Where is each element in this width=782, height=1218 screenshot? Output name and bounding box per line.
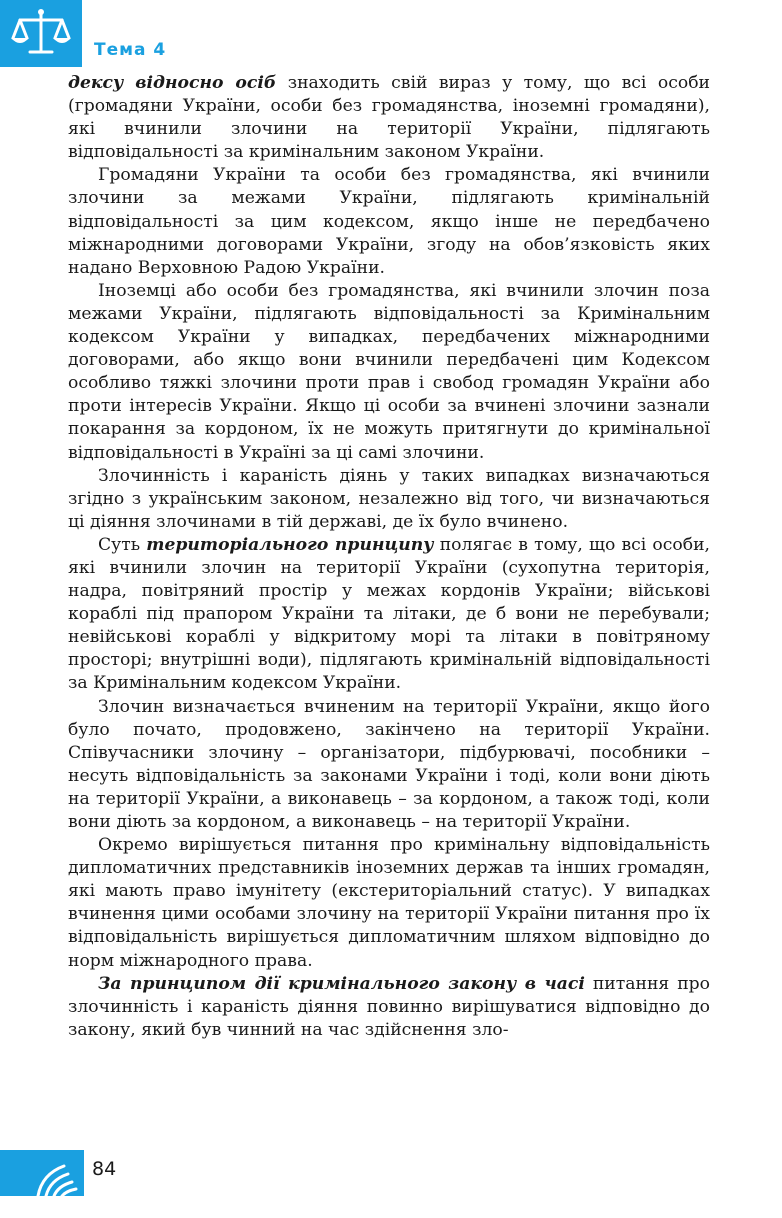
footer-tab [0, 1150, 84, 1196]
paragraph-2 [68, 164, 710, 279]
paragraph-4 [68, 465, 710, 534]
page-number: 84 [92, 1158, 117, 1180]
paragraph-1 [68, 72, 710, 164]
paragraph-text: Іноземці або особи без громадянства, які вчинили злочин поза межами України, підлягають відповідальності за Кримінальним кодексом України у випадках, передбачених міжнародними договорами, або якщо вони вчинили передбачені цим Кодексом особливо тяжкі злочини проти прав і свобод громадян України або проти інтересів України. Якщо ці особи за вчинені злочини зазнали покарання за кордоном, їх не можуть притягнути до кримінальної відповідальності в Україні за ці самі злочини. [68, 280, 710, 463]
scales-of-justice-icon [8, 6, 74, 60]
paragraph-prefix: Суть [98, 534, 147, 555]
paragraph-text: Злочин визначається вчиненим на території України, якщо його було почато, продовжено, закінчено на території України. Співучасники злочину – організатори, підбурювачі, пособники – несуть відповідальність за законами України і тоді, коли вони діють на території України, а виконавець – за кордоном, а також тоді, коли вони діють за кордоном, а виконавець – на території України. [68, 696, 710, 832]
italic-term: дексу відносно осіб [68, 73, 277, 93]
paragraph-6 [68, 696, 710, 835]
paragraph-7 [68, 834, 710, 973]
italic-term: територіального принципу [146, 534, 434, 555]
paragraph-text: полягає в тому, що всі особи, які вчинили злочин на території України (сухопутна територія, надра, повітряний простір у межах кордонів України; військові кораблі під прапором України та літаки, де б вони не перебували; невійськові кораблі у відкритому морі та літаки в повітряному просторі; внутрішні води), підлягають кримінальній відповідальності за Кримінальним кодексом України. [68, 534, 710, 694]
theme-label: Тема 4 [94, 40, 167, 60]
paragraph-text: Злочинність і караність діянь у таких випадках визначаються згідно з українським законом, незалежно від того, чи визначаються ці діяння злочинами в тій державі, де їх було вчинено. [68, 465, 710, 532]
header-badge [0, 0, 82, 67]
paragraph-text: Громадяни України та особи без громадянства, які вчинили злочини за межами України, підлягають кримінальній відповідальності за цим кодексом, якщо інше не передбачено міжнародними договорами України, згоду на обов’язковість яких надано Верховною Радою України. [68, 165, 710, 278]
paragraph-text: питання про злочинність і караність діяння повинно вирішуватися відповідно до закону, який був чинний на час здійснення зло- [68, 973, 710, 1040]
paragraph-text: знаходить свій вираз у тому, що всі особи (громадяни України, особи без громадянства, іноземні громадяни), які вчинили злочини на території України, підлягають відповідальності за кримінальним законом України. [68, 73, 710, 163]
paragraph-8 [68, 973, 710, 1042]
paragraph-3 [68, 280, 710, 465]
paragraph-text: Окремо вирішується питання про кримінальну відповідальність дипломатичних представників іноземних держав та інших громадян, які мають право імунітету (екстериторіальний статус). У випадках вчинення цими особами злочину на території України питання про їх відповідальність вирішується дипломатичним шляхом відповідно до норм міжнародного права. [68, 835, 710, 971]
wave-arcs-icon [28, 1152, 80, 1196]
paragraph-5 [68, 534, 710, 696]
document-body [68, 72, 710, 1042]
italic-term: За принципом дії кримінального закону в часі [98, 973, 585, 994]
